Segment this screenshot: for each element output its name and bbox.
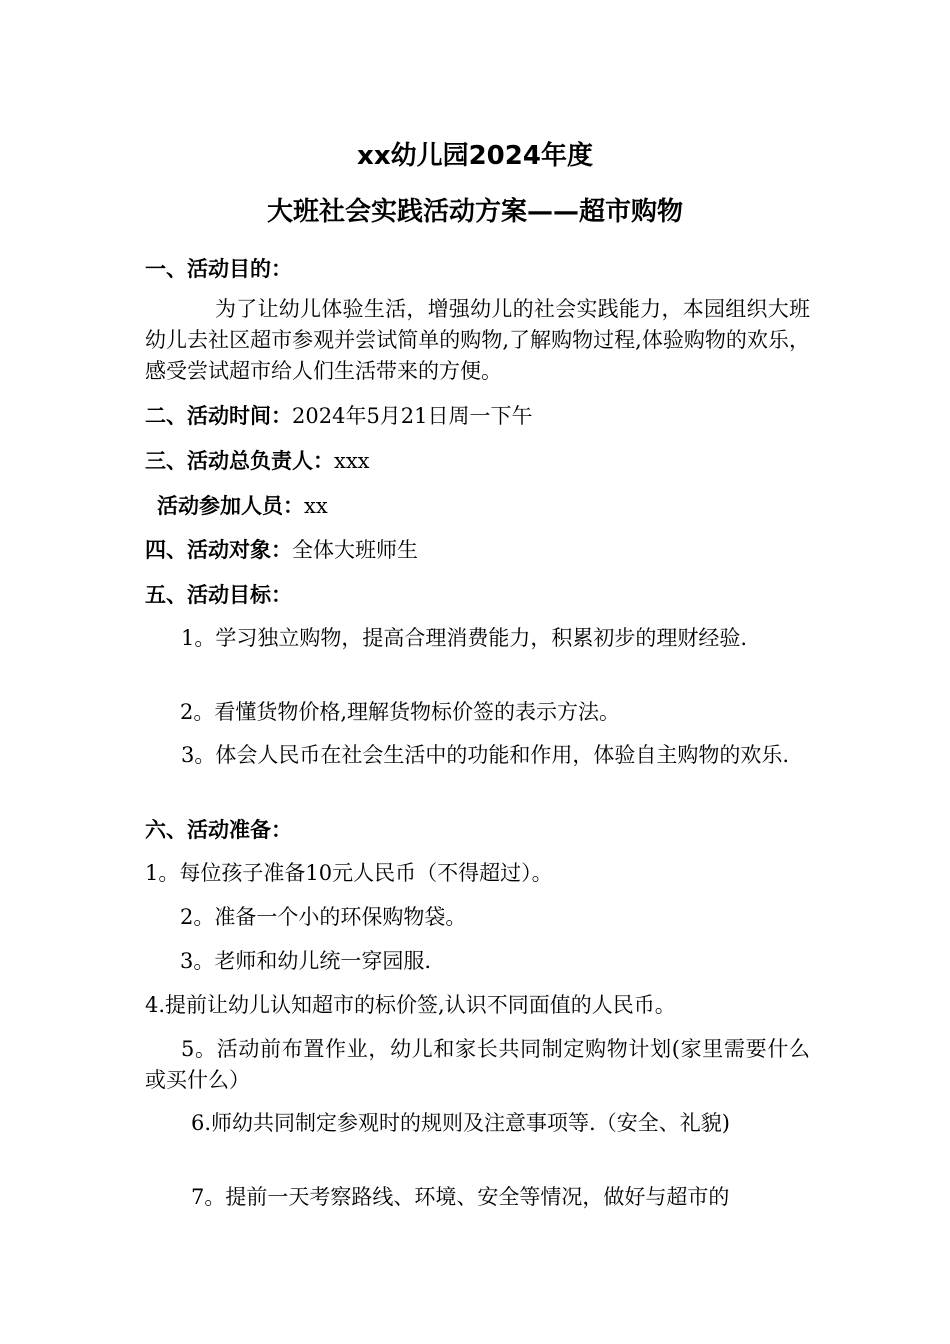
- section-3-heading: 三、活动总负责人：: [145, 449, 334, 473]
- document-title-line2: 大班社会实践活动方案——超市购物: [266, 197, 683, 227]
- section-3: [145, 446, 810, 476]
- goal-item: 1。学习独立购物，提高合理消费能力，积累初步的理财经验.: [181, 626, 748, 650]
- responsible-person-value: xxx: [334, 449, 370, 473]
- prep-item: 2。准备一个小的环保购物袋。: [180, 905, 467, 929]
- participants-value: xx: [304, 494, 328, 518]
- section-1-body: 为了让幼儿体验生活，增强幼儿的社会实践能力，本园组织大班幼儿去社区超市参观并尝试简单的购物,了解购物过程,体验购物的欢乐，感受尝试超市给人们生活带来的方便。: [145, 297, 810, 383]
- participants-heading: 活动参加人员：: [157, 494, 304, 518]
- section-1-heading: 一、活动目的：: [145, 257, 292, 281]
- goal-item: 2。看懂货物价格,理解货物标价签的表示方法。: [180, 700, 621, 724]
- activity-target-value: 全体大班师生: [292, 538, 418, 562]
- document-title-line1: xx幼儿园2024年度: [357, 141, 593, 171]
- section-2-heading: 二、活动时间：: [145, 404, 292, 428]
- goal-item: 3。体会人民币在社会生活中的功能和作用，体验自主购物的欢乐.: [181, 743, 790, 767]
- activity-time-value: 2024年5月21日周一下午: [292, 404, 533, 428]
- section-5-heading: 五、活动目标：: [145, 583, 292, 607]
- section-4-heading: 四、活动对象：: [145, 538, 292, 562]
- prep-item: 7。提前一天考察路线、环境、安全等情况，做好与超市的: [191, 1185, 730, 1209]
- prep-item: 3。老师和幼儿统一穿园服.: [180, 949, 432, 973]
- prep-item: 6.师幼共同制定参观时的规则及注意事项等.（安全、礼貌): [191, 1111, 730, 1135]
- section-4: [145, 535, 810, 565]
- prep-item: 1。每位孩子准备10元人民币（不得超过）。: [145, 861, 553, 885]
- prep-item: 5。活动前布置作业，幼儿和家长共同制定购物计划(家里需要什么或买什么）: [145, 1037, 810, 1092]
- section-6-heading: 六、活动准备：: [145, 818, 292, 842]
- participants: [157, 491, 822, 521]
- prep-item: 4.提前让幼儿认知超市的标价签,认识不同面值的人民币。: [145, 993, 676, 1017]
- section-2: [145, 401, 810, 431]
